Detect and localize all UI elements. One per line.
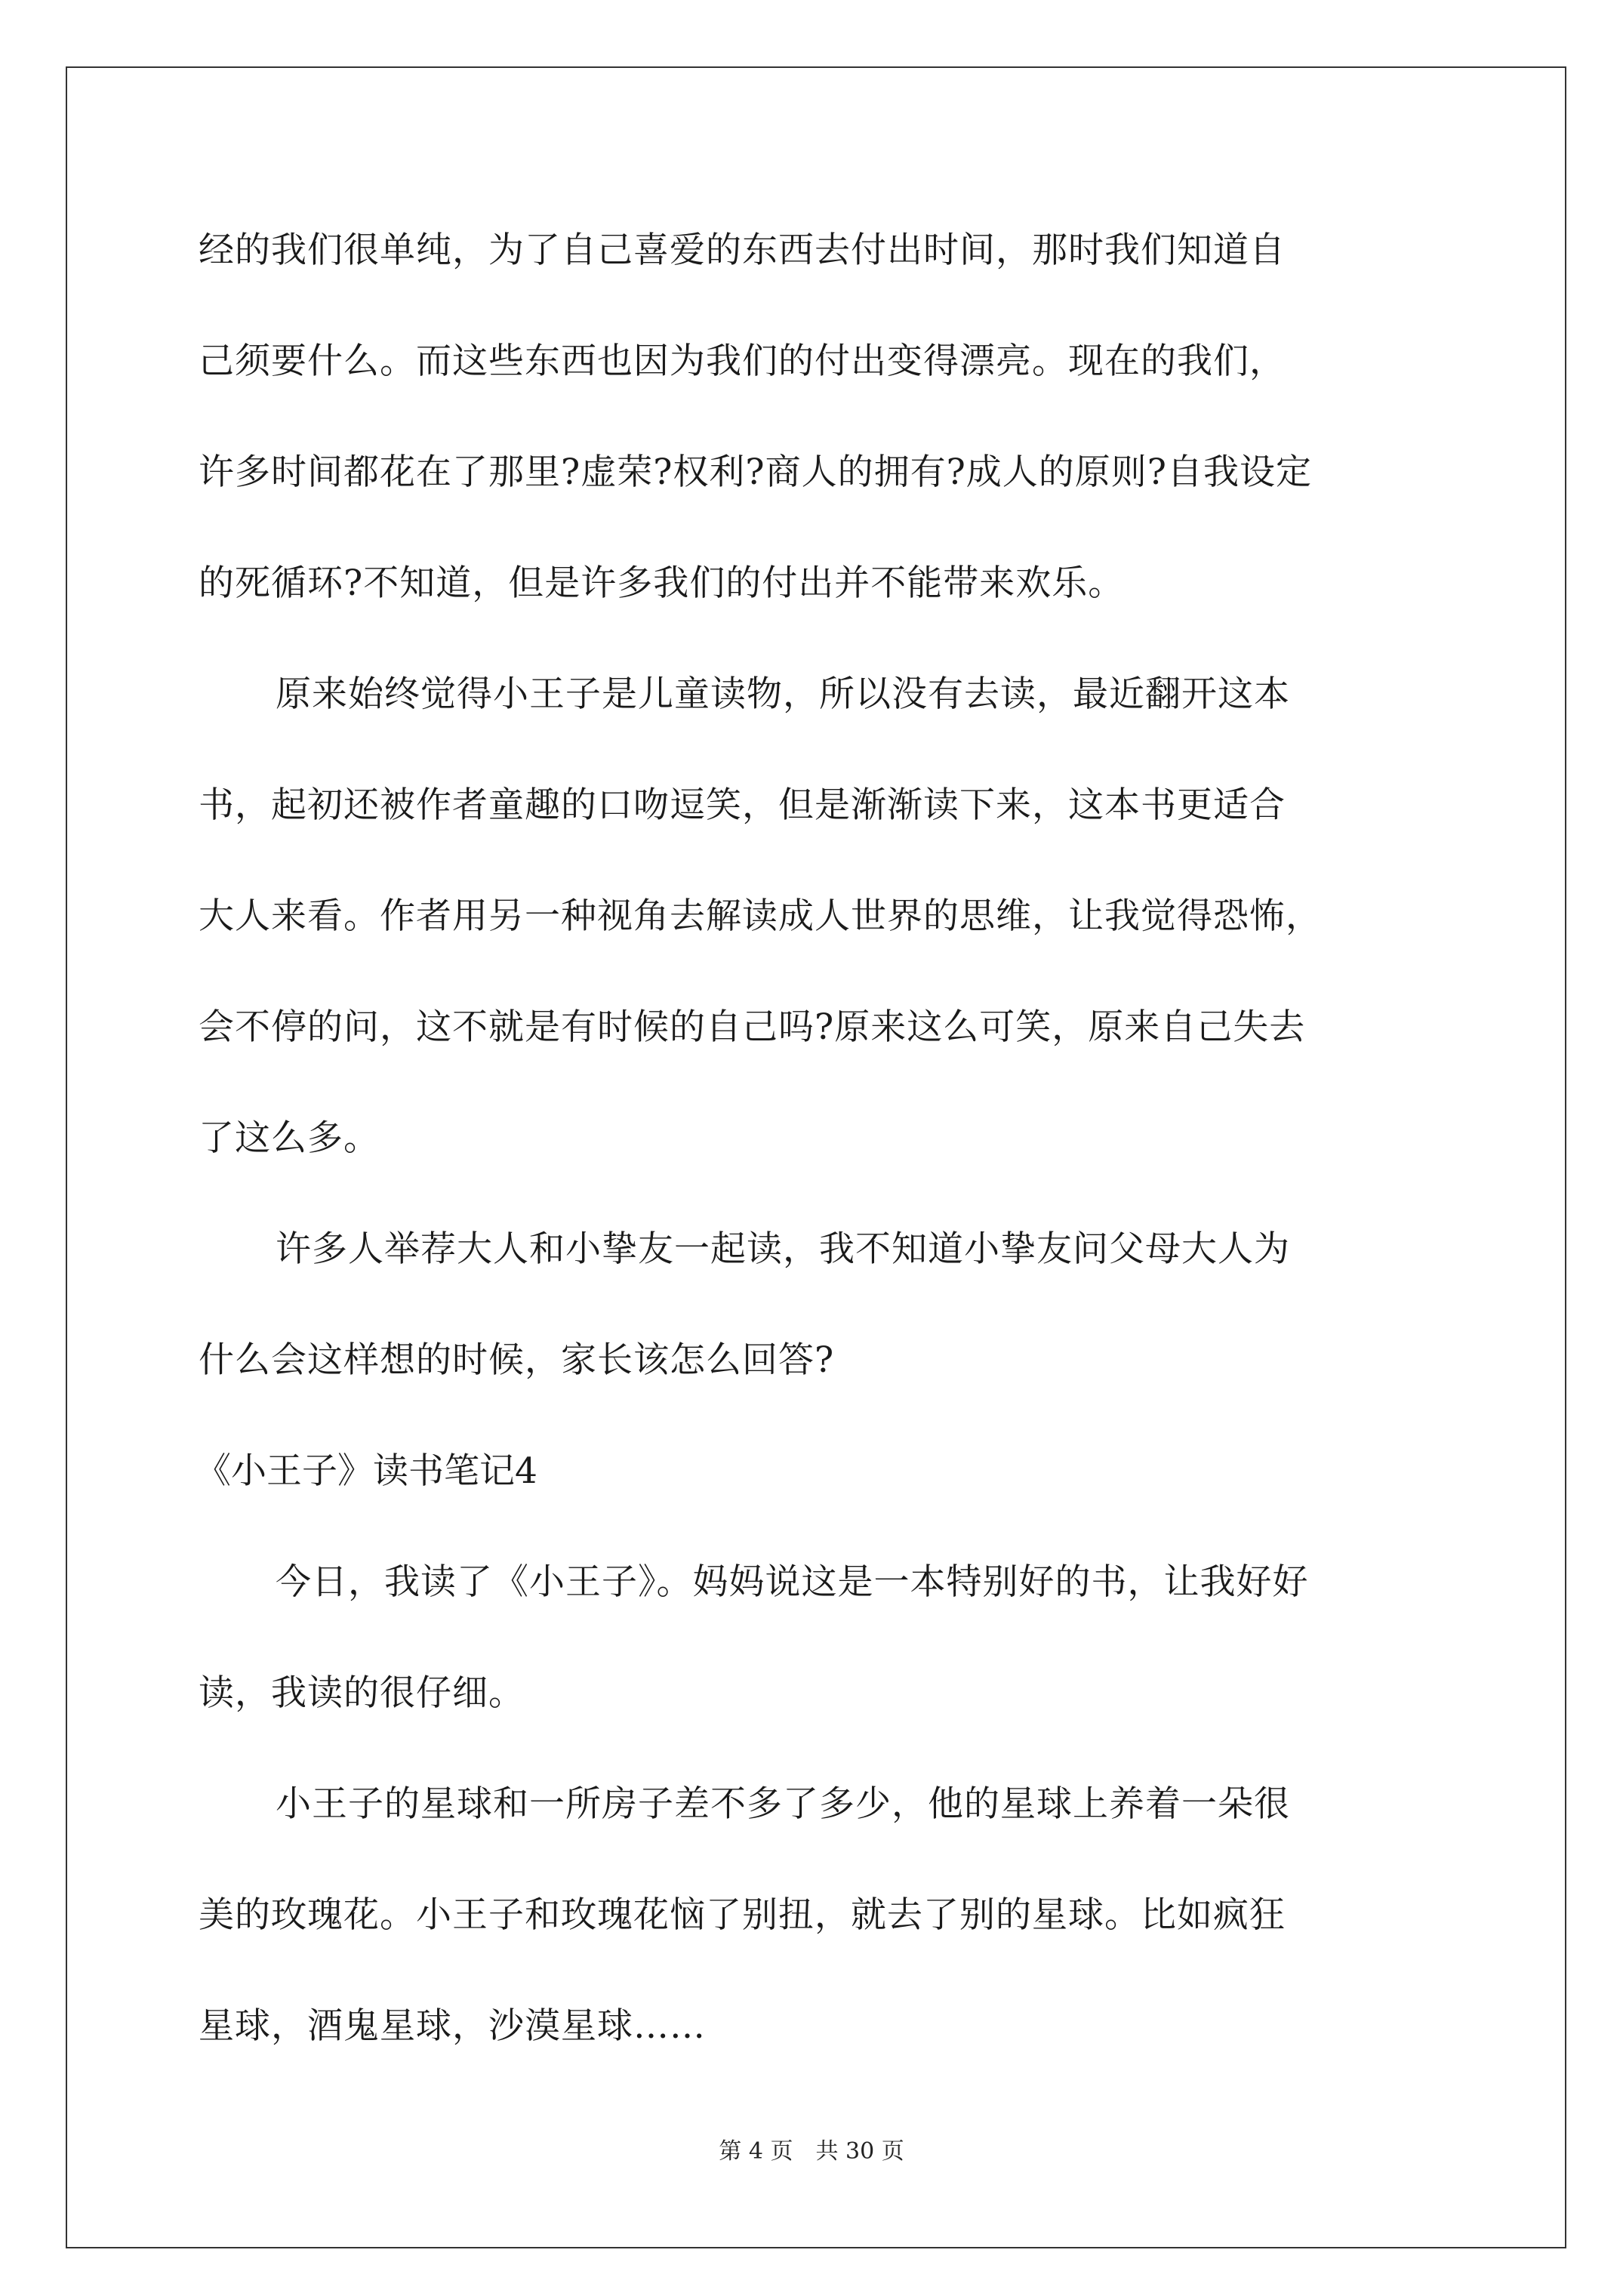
paragraph-line: 美的玫瑰花。小王子和玫瑰花恼了别扭，就去了别的星球。比如疯狂 xyxy=(199,1894,1286,1936)
paragraph-line: 什么会这样想的时候，家长该怎么回答? xyxy=(199,1339,835,1381)
paragraph-line: 原来始终觉得小王子是儿童读物，所以没有去读，最近翻开这本 xyxy=(276,673,1290,715)
paragraph-line: 星球，酒鬼星球，沙漠星球…… xyxy=(199,2005,706,2047)
paragraph-line: 经的我们很单纯，为了自己喜爱的东西去付出时间，那时我们知道自 xyxy=(199,230,1286,271)
paragraph-line: 的死循环?不知道，但是许多我们的付出并不能带来欢乐。 xyxy=(199,562,1125,604)
paragraph-line: 书，起初还被作者童趣的口吻逗笑，但是渐渐读下来，这本书更适合 xyxy=(199,784,1286,826)
paragraph-line: 读，我读的很仔细。 xyxy=(199,1672,525,1714)
paragraph-line: 了这么多。 xyxy=(199,1117,380,1159)
paragraph-line: 许多人举荐大人和小挚友一起读，我不知道小挚友问父母大人为 xyxy=(276,1228,1290,1270)
paragraph-line: 会不停的问，这不就是有时候的自己吗?原来这么可笑，原来自己失去 xyxy=(199,1006,1306,1048)
paragraph-line: 大人来看。作者用另一种视角去解读成人世界的思维，让我觉得恐怖， xyxy=(199,895,1322,937)
document-body xyxy=(196,195,1455,2082)
paragraph-line: 小王子的星球和一所房子差不多了多少，他的星球上养着一朵很 xyxy=(276,1783,1290,1825)
page-footer: 第 4 页 共 30 页 xyxy=(719,2138,904,2165)
paragraph-line: 今日，我读了《小王子》。妈妈说这是一本特别好的书，让我好好 xyxy=(276,1561,1309,1603)
section-heading: 《小王子》读书笔记4 xyxy=(196,1450,537,1492)
paragraph-line: 己须要什么。而这些东西也因为我们的付出变得漂亮。现在的我们， xyxy=(199,341,1286,382)
paragraph-line: 许多时间都花在了那里?虚荣?权利?商人的拥有?成人的原则?自我设定 xyxy=(199,451,1312,493)
